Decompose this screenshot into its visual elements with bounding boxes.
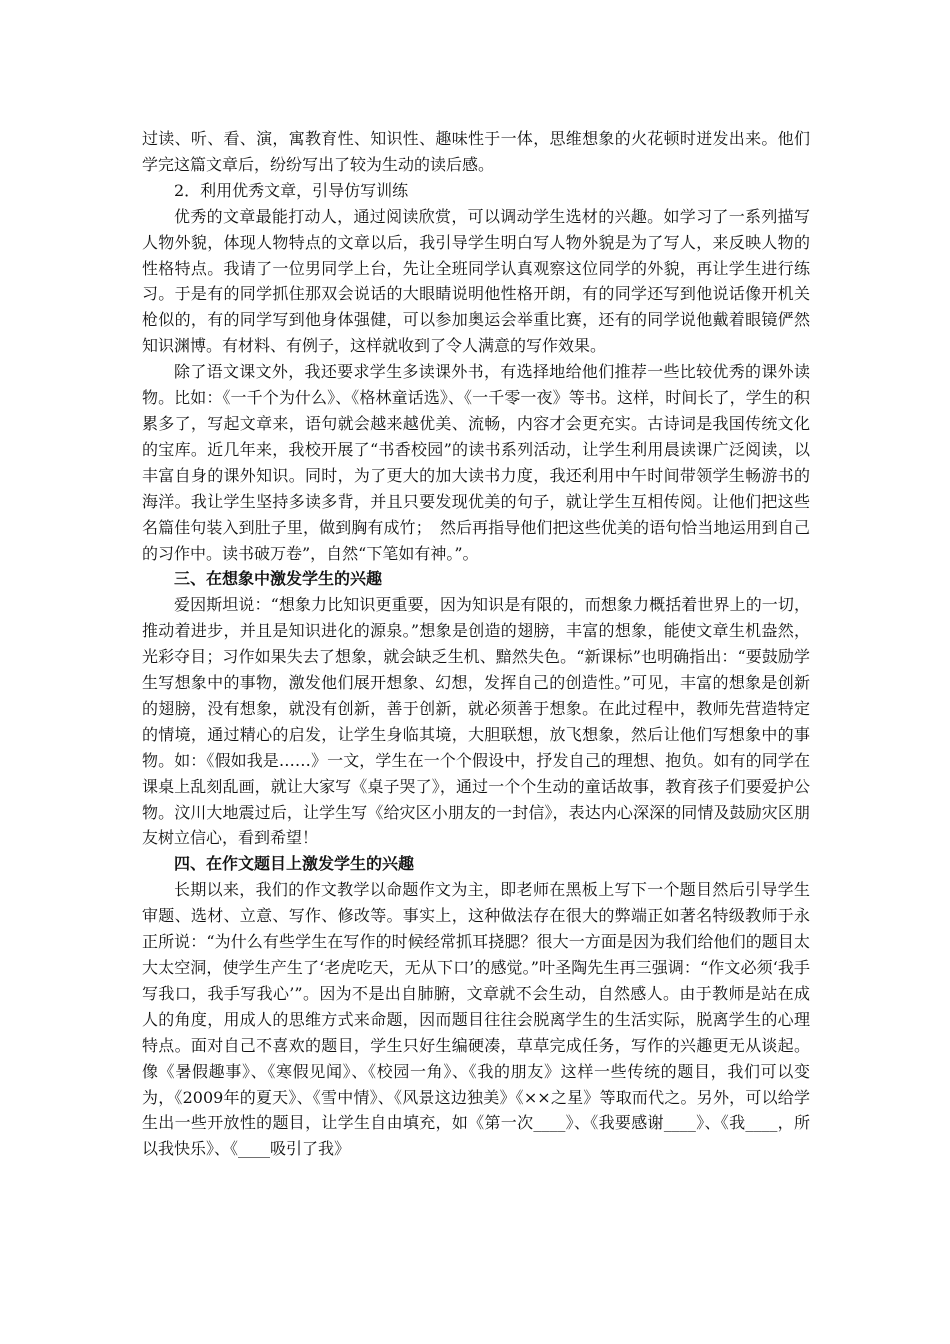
- subsection-title-2: 2．利用优秀文章，引导仿写训练: [174, 180, 409, 200]
- paragraph-extracurricular-reading: 除了语文课文外，我还要求学生多读课外书，有选择地给他们推荐一些比较优秀的课外读物。比如：《一千个为什么》、《格林童话选》、《一千零一夜》等书。这样，时间长了，学生的积累多了，写起文章来，语句就会越来越优美、流畅，内容才会更充实。古诗词是我国传统文化的宝库。近几年来，我校开展了“书香校园”的读书系列活动，让学生利用晨读课广泛阅读，以丰富自身的课外知识。同时，为了更大的加大读书力度，我还利用中午时间带领学生畅游书的海洋。我让学生坚持多读多背，并且只要发现优美的句子，就让学生互相传阅。让他们把这些名篇佳句装入到肚子里，做到胸有成竹； 然后再指导他们把这些优美的语句恰当地运用到自己的习作中。读书破万卷”，自然“下笔如有神。”。: [142, 362, 810, 563]
- paragraph-continuation: 过读、听、看、演，寓教育性、知识性、趣味性于一体，思维想象的火花顿时迸发出来。他们学完这篇文章后，纷纷写出了较为生动的读后感。: [142, 129, 810, 174]
- document-page: [142, 126, 810, 1162]
- paragraph-imagination: 爱因斯坦说：“想象力比知识更重要，因为知识是有限的，而想象力概括着世界上的一切，推动着进步，并且是知识进化的源泉。”想象是创造的翅膀，丰富的想象，能使文章生机盎然，光彩夺目；习作如果失去了想象，就会缺乏生机、黯然失色。“新课标”也明确指出：“要鼓励学生写想象中的事物，激发他们展开想象、幻想，发挥自己的创造性。”可见，丰富的想象是创新的翅膀，没有想象，就没有创新，善于创新，就必须善于想象。在此过程中，教师先营造特定的情境，通过精心的启发，让学生身临其境，大胆联想，放飞想象，然后让他们写想象中的事物。如：《假如我是……》一文，学生在一个个假设中，抒发自己的理想、抱负。如有的同学在课桌上乱刻乱画，就让大家写《桌子哭了》，通过一个个生动的童话故事，教育孩子们要爱护公物。汶川大地震过后，让学生写《给灾区小朋友的一封信》，表达内心深深的同情及鼓励灾区朋友树立信心，看到希望！: [142, 595, 810, 848]
- section-heading-4: 四、在作文题目上激发学生的兴趣: [174, 854, 415, 874]
- section-heading-3: 三、在想象中激发学生的兴趣: [174, 569, 383, 589]
- paragraph-essay-titles: 长期以来，我们的作文教学以命题作文为主，即老师在黑板上写下一个题目然后引导学生审题、选材、立意、写作、修改等。事实上，这种做法存在很大的弊端正如著名特级教师于永正所说：“为什么有些学生在写作的时候经常抓耳挠腮？很大一方面是因为我们给他们的题目太大太空洞，使学生产生了‘老虎吃天，无从下口’的感觉。”叶圣陶先生再三强调：“作文必须‘我手写我口，我手写我心’”。因为不是出自肺腑，文章就不会生动，自然感人。由于教师是站在成人的角度，用成人的思维方式来命题，因而题目往往会脱离学生的生活实际，脱离学生的心理特点。面对自己不喜欢的题目，学生只好生编硬凑，草草完成任务，写作的兴趣更无从谈起。像《暑假趣事》、《寒假见闻》、《校园一角》、《我的朋友》这样一些传统的题目，我们可以变为，《2009年的夏天》、《雪中情》、《风景这边独美》《××之星》等取而代之。另外，可以给学生出一些开放性的题目，让学生自由填充，如《第一次____》、《我要感谢____》、《我____，所以我快乐》、《____吸引了我》: [142, 880, 810, 1159]
- paragraph-imitation-writing: 优秀的文章最能打动人，通过阅读欣赏，可以调动学生选材的兴趣。如学习了一系列描写人物外貌，体现人物特点的文章以后，我引导学生明白写人物外貌是为了写人，来反映人物的性格特点。我请了一位男同学上台，先让全班同学认真观察这位同学的外貌，再让学生进行练习。于是有的同学抓住那双会说话的大眼睛说明他性格开朗，有的同学还写到他说话像开机关枪似的，有的同学写到他身体强健，可以参加奥运会举重比赛，还有的同学说他戴着眼镜俨然知识渊博。有材料、有例子，这样就收到了令人满意的写作效果。: [142, 206, 810, 356]
